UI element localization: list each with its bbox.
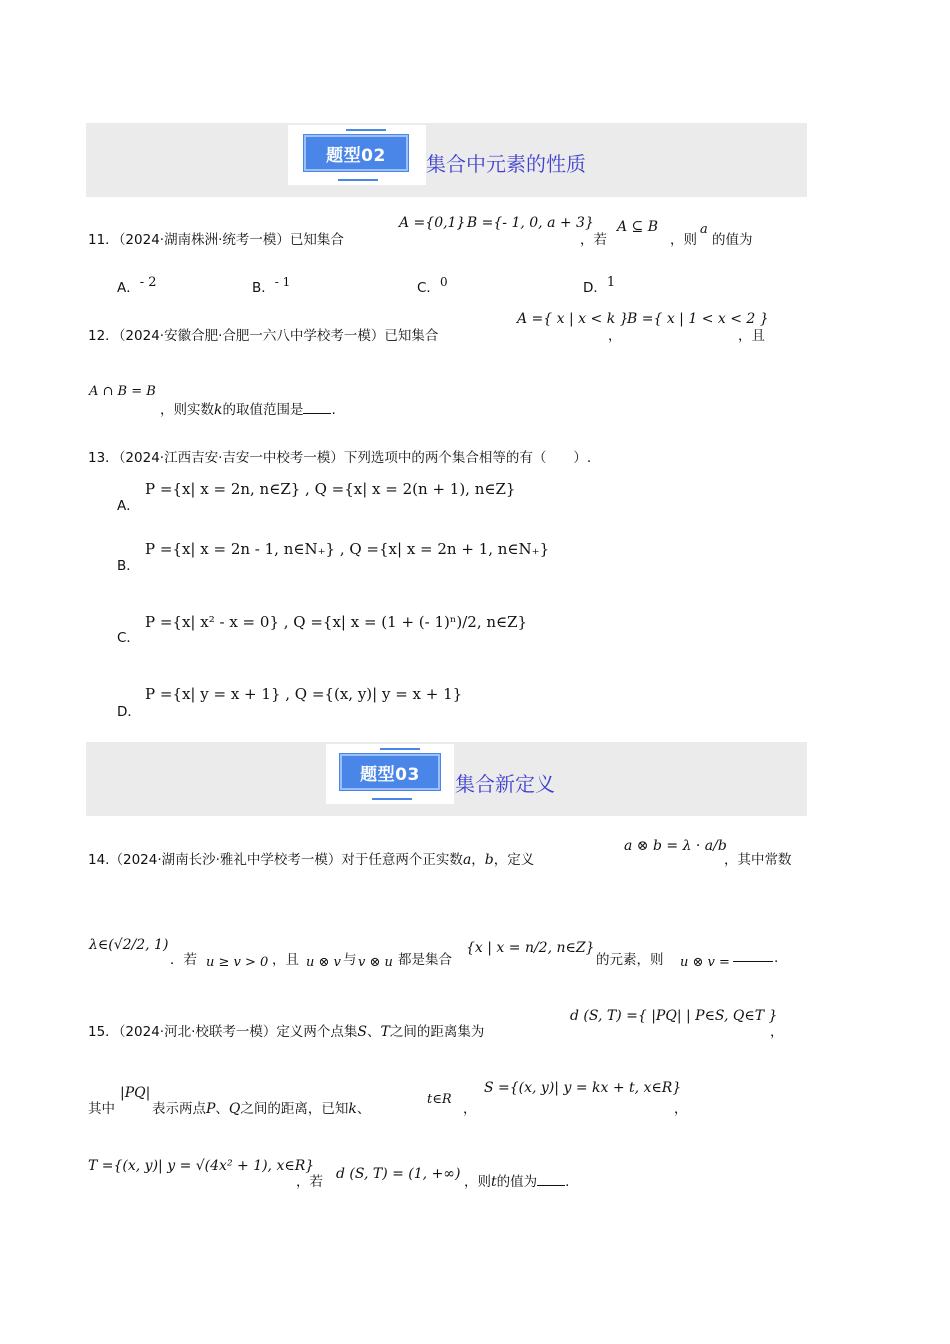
q15-var-s: S [357,1024,367,1040]
q15-line-2a: 其中 [88,1101,115,1117]
q11-math-subset: A ⊆ B [617,219,659,235]
question-source: （2024·湖南株洲·统考一模）已知集合 [118,232,344,248]
q13-option-a[interactable] [117,494,140,514]
q15-text-6: 之间的距离，已知 [240,1101,349,1117]
q12-period: . [331,402,336,418]
q14-period: . [774,950,779,966]
question-source: （2024·江西吉安·吉安一中校考一模）下列选项中的两个集合相等的有（ ）. [118,450,592,466]
option-label: B． [252,280,275,296]
q12-text-1: ，且 [738,328,765,344]
q11-text-2: ，则 [670,232,697,248]
q15-math-s-set: S ={(x, y)| y = kx + t, x∈R} [484,1080,682,1096]
q11-text-1: ，若 [580,232,607,248]
q15-var-q: Q [228,1101,241,1117]
q12-line-2 [160,398,336,418]
q11-option-a[interactable] [117,276,157,296]
question-13 [88,446,591,466]
q15-text-2: 之间的距离集为 [389,1024,485,1040]
q15-math-cond: d (S, T) = (1, +∞) [336,1166,461,1182]
q15-answer-blank[interactable] [537,1173,565,1186]
q15-line-3 [464,1170,569,1190]
q11-math-a: A ={0,1} [399,215,466,231]
q14-text-7: 的元素，则 [596,952,664,968]
q14-var-b: b [484,852,494,868]
q15-math-pq: |PQ| [120,1085,151,1101]
q15-text-3: ， [770,1024,784,1040]
q14-math-vu: v ⊗ u [358,955,393,970]
question-number: 14. [88,852,110,868]
option-value: - 2 [139,275,157,290]
q11-text-3: 的值为 [712,232,753,248]
question-11 [88,228,344,248]
q15-sep-2: 、 [215,1101,229,1117]
q15-sep: 、 [366,1024,381,1040]
q14-text-5: 与 [343,952,357,968]
option-label: C． [117,630,140,646]
section-title-03: 集合新定义 [455,772,555,796]
q13-option-d[interactable] [117,700,141,720]
q14-var-a: a [462,852,472,868]
q15-line-2b [152,1097,370,1117]
q15-text-8: ， [674,1101,688,1117]
question-number: 13． [88,450,119,466]
option-label: D． [583,280,607,296]
q13-option-d-expr: P ={x| y = x + 1} , Q ={(x, y)| y = x + 1} [145,685,463,703]
section-badge-02: 题型02 [304,135,408,171]
q14-text-1: ，定义 [493,852,535,868]
option-label: C． [417,280,440,296]
q15-var-t: T [380,1024,390,1040]
section-badge-frame-02 [288,125,426,185]
q12-math-a: A ={ x | x < k } [517,311,629,327]
q15-text-10: ，则 [464,1174,491,1190]
q12-comma: ， [608,328,622,344]
option-label: A． [117,498,140,514]
q14-math-set: {x | x = n/2, n∈Z} [466,940,595,956]
section-title-02: 集合中元素的性质 [426,152,586,176]
q13-option-b[interactable] [117,554,140,574]
option-label: D． [117,704,141,720]
q14-math-lambda: λ∈(√2/2, 1) [89,937,169,953]
question-12 [88,324,438,344]
q14-text-3: ．若 [170,952,197,968]
q13-option-a-expr: P ={x| x = 2n, n∈Z} , Q ={x| x = 2(n + 1), n∈Z} [145,480,516,498]
q12-var-k: k [214,402,223,418]
q14-math-def: a ⊗ b = λ · a/b [624,838,727,854]
q15-text-7: ， [463,1101,477,1117]
q14-math-answer-lhs: u ⊗ v = [680,955,730,970]
q14-text-2: ，其中常数 [724,852,792,868]
question-source: （2024·河北·校联考一模）定义两个点集 [118,1024,358,1040]
q15-math-t-set: T ={(x, y)| y = √(4x² + 1), x∈R} [88,1158,315,1174]
q15-math-t-real: t∈R [427,1092,452,1107]
option-label: A． [117,280,140,296]
q12-math-b: B ={ x | 1 < x < 2 } [627,311,769,327]
q12-text-3: 的取值范围是 [222,402,304,418]
option-label: B． [117,558,140,574]
question-14 [88,848,534,868]
question-source: （2024·湖南长沙·雅礼中学校考一模）对于任意两个正实数 [109,852,463,868]
q11-math-b: , B ={- 1, 0, a + 3} [458,215,594,231]
q11-math-a-var: a [700,222,708,237]
q12-math-intersect: A ∩ B = B [89,384,156,399]
badge-decoration-top [346,129,386,131]
question-15 [88,1020,484,1040]
q13-option-b-expr: P ={x| x = 2n - 1, n∈N₊} , Q ={x| x = 2n + 1, n∈N₊} [145,540,550,558]
section-badge-03: 题型03 [340,754,440,790]
q15-var-p: P [206,1101,216,1117]
question-number: 11． [88,232,119,248]
question-number: 12． [88,328,119,344]
q15-text-9: ，若 [296,1174,323,1190]
q15-text-5: 表示两点 [152,1101,206,1117]
question-source: （2024·安徽合肥·合肥一六八中学校考一模）已知集合 [118,328,439,344]
badge-decoration-bottom [372,798,412,800]
badge-decoration-bottom [338,179,378,181]
q15-text-11: 的值为 [496,1174,538,1190]
option-value: - 1 [274,275,291,289]
q14-math-ineq: u ≥ v > 0 [206,955,269,970]
q15-sep-3: 、 [356,1101,371,1117]
q13-option-c-expr: P ={x| x² - x = 0} , Q ={x| x = (1 + (- 1)ⁿ)/2, n∈Z} [145,613,528,631]
q15-var-k: k [348,1101,357,1117]
question-number: 15． [88,1024,119,1040]
q14-sep: ， [471,852,485,868]
q14-math-uv: u ⊗ v [306,955,341,970]
option-value: 1 [606,275,616,290]
q11-option-c[interactable] [417,276,448,296]
q12-text-2: ，则实数 [160,402,214,418]
q14-text-6: 都是集合 [398,952,452,968]
option-value: 0 [439,275,448,289]
q11-option-b[interactable] [252,276,290,296]
q15-period: . [565,1174,570,1190]
q13-option-c[interactable] [117,626,140,646]
q12-answer-blank[interactable] [303,401,331,414]
q11-option-d[interactable] [583,276,615,296]
section-badge-frame-03 [326,744,454,804]
q14-answer-blank[interactable] [733,951,773,962]
q15-math-dist-def: d (S, T) ={ |PQ| | P∈S, Q∈T } [570,1008,778,1024]
q14-text-4: ，且 [272,952,299,968]
q15-var-t-small: t [491,1174,497,1190]
badge-decoration-top [380,748,420,750]
